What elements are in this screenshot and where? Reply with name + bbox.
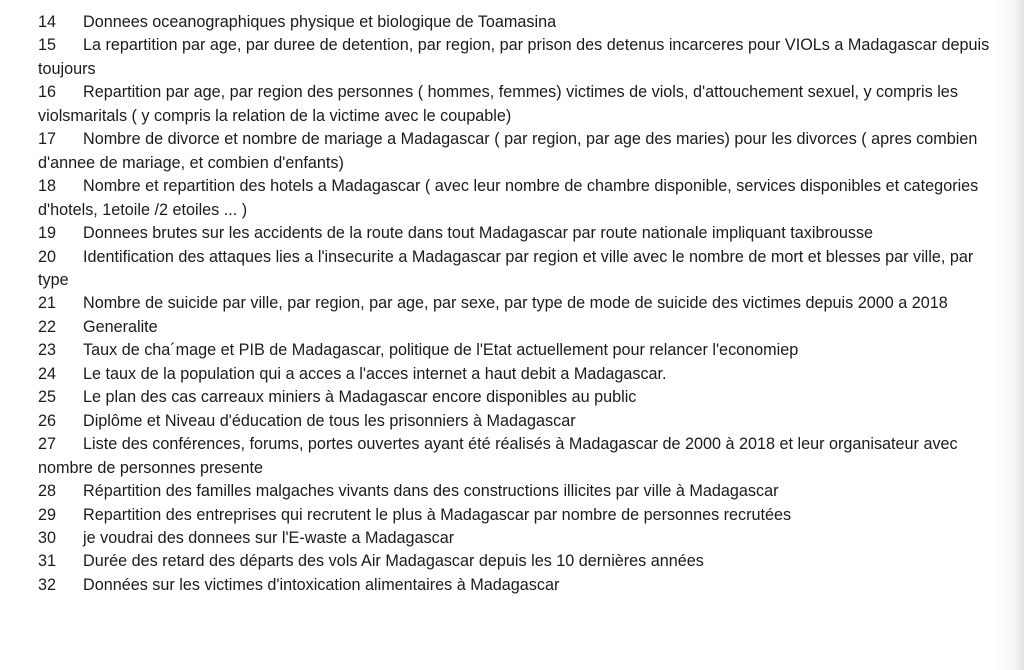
item-number: 29 [38,505,57,524]
item-number: 28 [38,482,57,501]
item-number: 22 [38,317,57,336]
list-item [38,222,1003,245]
item-text: Nombre de divorce et nombre de mariage a Madagascar ( par region, par age des maries) pour les divorces ( apres combien d'annee de mariage, et combien d'enfants) [38,130,978,172]
list-item [38,246,1003,293]
item-number: 31 [38,552,57,571]
list-item [38,316,1003,339]
list-item [38,363,1003,386]
list-item [38,433,1003,480]
list-item [38,175,1003,222]
item-number: 20 [38,247,57,266]
item-number: 32 [38,575,57,594]
item-number: 23 [38,341,57,360]
item-text: Le taux de la population qui a acces a l'acces internet a haut debit a Madagascar. [83,364,667,383]
list-item [38,339,1003,362]
item-number: 14 [38,13,57,31]
numbered-list [38,11,1003,597]
item-text: Donnees brutes sur les accidents de la route dans tout Madagascar par route nationale impliquant taxibrousse [83,224,874,243]
item-text: Diplôme et Niveau d'éducation de tous les prisonniers à Madagascar [83,411,576,430]
list-item [38,128,1003,175]
list-item [38,480,1003,503]
item-number: 16 [38,83,57,102]
item-text: Durée des retard des départs des vols Air Madagascar depuis les 10 dernières années [83,552,704,571]
list-item [38,34,1003,81]
item-text: Repartition par age, par region des personnes ( hommes, femmes) victimes de viols, d'attouchement sexuel, y compris les violsmaritals ( y compris la relation de la victime avec le coupable) [38,83,958,125]
list-item [38,410,1003,433]
item-number: 17 [38,130,57,149]
item-text: Répartition des familles malgaches vivants dans des constructions illicites par ville à Madagascar [83,482,779,501]
list-item [38,574,1003,597]
item-text: Identification des attaques lies a l'insecurite a Madagascar par region et ville avec le nombre de mort et blesses par ville, par type [38,247,974,289]
item-text: Liste des conférences, forums, portes ouvertes ayant été réalisés à Madagascar de 2000 à 2018 et leur organisateur avec nombre de personnes presente [38,435,958,477]
item-number: 27 [38,435,57,454]
item-number: 26 [38,411,57,430]
item-text: Données sur les victimes d'intoxication alimentaires à Madagascar [83,575,560,594]
item-text: Taux de cha´mage et PIB de Madagascar, politique de l'Etat actuellement pour relancer l'economiep [83,341,799,360]
item-number: 25 [38,388,57,407]
list-item [38,550,1003,573]
item-text: Repartition des entreprises qui recrutent le plus à Madagascar par nombre de personnes recrutées [83,505,792,524]
item-number: 21 [38,294,57,313]
item-text: Donnees oceanographiques physique et biologique de Toamasina [83,13,557,31]
item-text: La repartition par age, par duree de detention, par region, par prison des detenus incarceres pour VIOLs a Madagascar depuis toujours [38,36,990,78]
item-number: 30 [38,528,57,547]
item-text: Le plan des cas carreaux miniers à Madagascar encore disponibles au public [83,388,637,407]
list-item [38,11,1003,34]
list-item [38,292,1003,315]
list-item [38,81,1003,128]
item-text: Nombre de suicide par ville, par region, par age, par sexe, par type de mode de suicide des victimes depuis 2000 a 2018 [83,294,948,313]
list-item [38,386,1003,409]
page-edge-shadow [1014,0,1024,670]
list-item [38,527,1003,550]
item-number: 15 [38,36,57,55]
item-text: je voudrai des donnees sur l'E-waste a Madagascar [83,528,455,547]
item-text: Nombre et repartition des hotels a Madagascar ( avec leur nombre de chambre disponible, services disponibles et categories d'hotels, 1etoile /2 etoiles ... ) [38,177,979,219]
list-item [38,504,1003,527]
item-number: 19 [38,224,57,243]
item-number: 18 [38,177,57,196]
item-number: 24 [38,364,57,383]
item-text: Generalite [83,317,158,336]
